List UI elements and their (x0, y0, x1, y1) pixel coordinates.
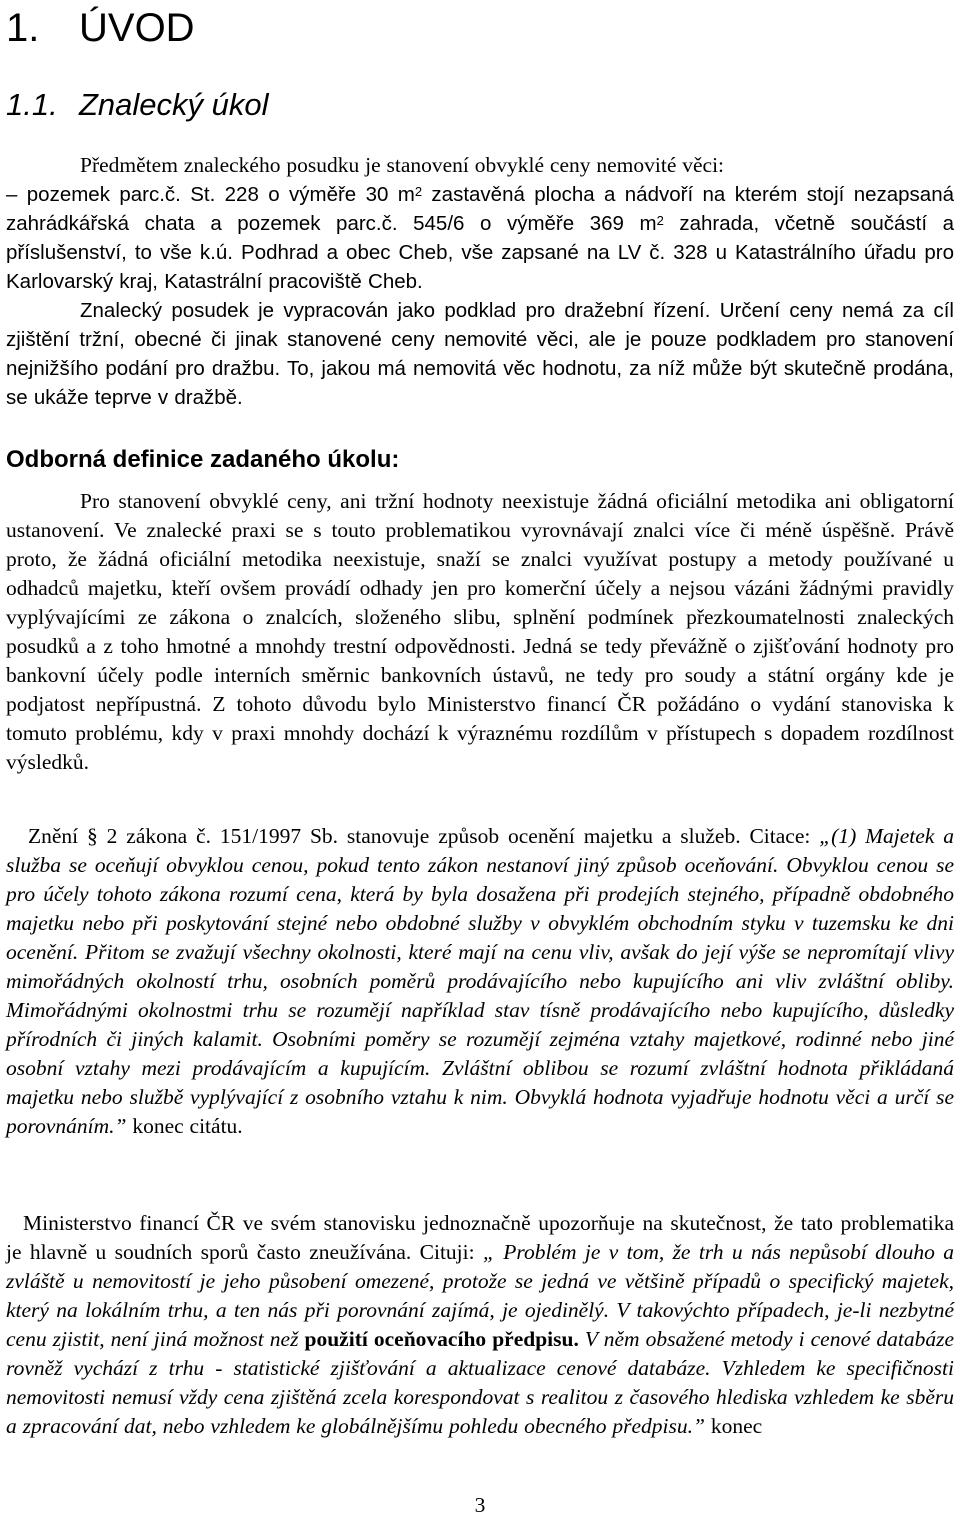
subsection-heading: Odborná definice zadaného úkolu: (6, 446, 400, 473)
law-citation-lead: Znění § 2 zákona č. 151/1997 Sb. stanovuje způsob ocenění majetku a služeb. Citace: (28, 824, 820, 848)
property-part-3: zahrada, včetně součástí a příslušenství, to vše k.ú. Podhrad a obec Cheb, vše zapsané na LV č. 328 u Katastrálního úřadu pro Karlovarský kraj, Katastrální pracoviště Cheb. (6, 212, 954, 293)
chapter-title: ÚVOD (79, 6, 195, 50)
ministry-quote-1: „ Problém je v tom, že trh u nás nepůsobí dlouho a zvláště u nemovitostí je jeho působení omezené, protože se jedná ve většině případů o specifický majetek, který na lokálním trhu, a ten nás při porovnání zajímá, je ojedinělý. V takovýchto případech, je-li nezbytné cenu zjistit, není jiná možnost než (6, 1240, 954, 1351)
law-citation-quote: „(1) Majetek a služba se oceňují obvyklou cenou, pokud tento zákon nestanoví jiný způsob oceňování. Obvyklou cenou se pro účely tohoto zákona rozumí cena, která by byla dosažena při prodejích stejného, případně obdobného majetku nebo při poskytování stejné nebo obdobné služby v obvyklém obchodním styku v tuzemsku ke dni ocenění. Přitom se zvažují všechny okolnosti, které mají na cenu vliv, avšak do její výše se nepromítají vlivy mimořádných okolností trhu, osobních poměrů prodávajícího nebo kupujícího ani vliv zvláštní obliby. Mimořádnými okolnostmi trhu se rozumějí například stav tísně prodávajícího nebo kupujícího, důsledky přírodních či jiných kalamit. Osobními poměry se rozumějí zejména vztahy majetkové, rodinné nebo jiné osobní vztahy mezi prodávajícím a kupujícím. Zvláštní oblibou se rozumí zvláštní hodnota přikládaná majetku nebo službě vyplývající z osobního vztahu k nim. Obvyklá hodnota vyjadřuje hodnotu věci a určí se porovnáním.” (6, 824, 954, 1138)
section-heading (6, 85, 269, 125)
ministry-lead: Ministerstvo financí ČR ve svém stanovisku jednoznačně upozorňuje na skutečnost, že tato problematika je hlavně u soudních sporů často zneužívána. Cituji: (6, 1211, 954, 1264)
superscript-2: 2 (656, 213, 664, 228)
intro-lead: Předmětem znaleckého posudku je stanovení obvyklé ceny nemovité věci: (80, 153, 725, 177)
law-citation-paragraph (6, 822, 954, 1141)
chapter-heading (6, 4, 195, 52)
page-number: 3 (474, 1493, 486, 1517)
intro-block (6, 151, 954, 412)
superscript-1: 2 (414, 184, 423, 199)
property-part-1: – pozemek parc.č. St. 228 o výměře 30 m (6, 183, 415, 206)
ministry-quote-2: V něm obsažené metody i cenové databáze rovněž vychází z trhu - statistické zjišťování a aktualizace cenové databáze. Vzhledem ke specifičnosti nemovitosti nemusí vždy cena zjištěná zcela korespondovat s realitou z časového hlediska vzhledem ke sběru a zpracování dat, nebo vzhledem ke globálnějšímu pohledu obecného předpisu.” (6, 1327, 954, 1438)
property-description (6, 180, 954, 296)
ministry-paragraph (6, 1209, 954, 1441)
chapter-number: 1. (6, 6, 40, 50)
ministry-quote-bold: použití oceňovacího předpisu. (304, 1327, 579, 1351)
property-part-2: zastavěná plocha a nádvoří na kterém stojí nezapsaná zahrádkářská chata a pozemek parc.č. 545/6 o výměře 369 m (6, 183, 954, 235)
purpose-paragraph: Znalecký posudek je vypracován jako podklad pro dražební řízení. Určení ceny nemá za cíl zjištění tržní, obecné či jinak stanovené ceny nemovité věci, ale je pouze podkladem pro stanovení nejnižšího podání pro dražbu. To, jakou má nemovitá věc hodnotu, za níž může být skutečně prodána, se ukáže teprve v dražbě. (6, 299, 954, 409)
definition-paragraph: Pro stanovení obvyklé ceny, ani tržní hodnoty neexistuje žádná oficiální metodika ani obligatorní ustanovení. Ve znalecké praxi se s touto problematikou vyrovnávají znalci více či méně úspěšně. Právě proto, že žádná oficiální metodika neexistuje, snaží se znalci využívat postupy a metody používané u odhadců majetku, kteří ovšem provádí odhady jen pro komerční účely a nejsou vázáni žádnými pravidly vyplývajícími ze zákona o znalcích, složeného slibu, splnění podmínek přezkoumatelnosti znaleckých posudků a z toho hmotné a mnohdy trestní odpovědnosti. Jedná se tedy převážně o zjišťování hodnoty pro bankovní účely podle interních směrnic bankovních ústavů, ne tedy pro soudy a státní orgány kde je podjatost nepřípustná. Z tohoto důvodu bylo Ministerstvo financí ČR požádáno o vydání stanoviska k tomuto problému, kdy v praxi mnohdy dochází k výraznému rozdílům v přístupech s dopadem rozdílnost výsledků. (6, 489, 954, 774)
section-title: Znalecký úkol (79, 87, 269, 122)
ministry-end: konec (704, 1414, 763, 1438)
law-citation-end: konec citátu. (126, 1114, 243, 1138)
definition-block (6, 487, 954, 777)
ministry-block (6, 1209, 954, 1441)
section-number: 1.1. (6, 87, 58, 122)
law-citation-block (6, 822, 954, 1141)
